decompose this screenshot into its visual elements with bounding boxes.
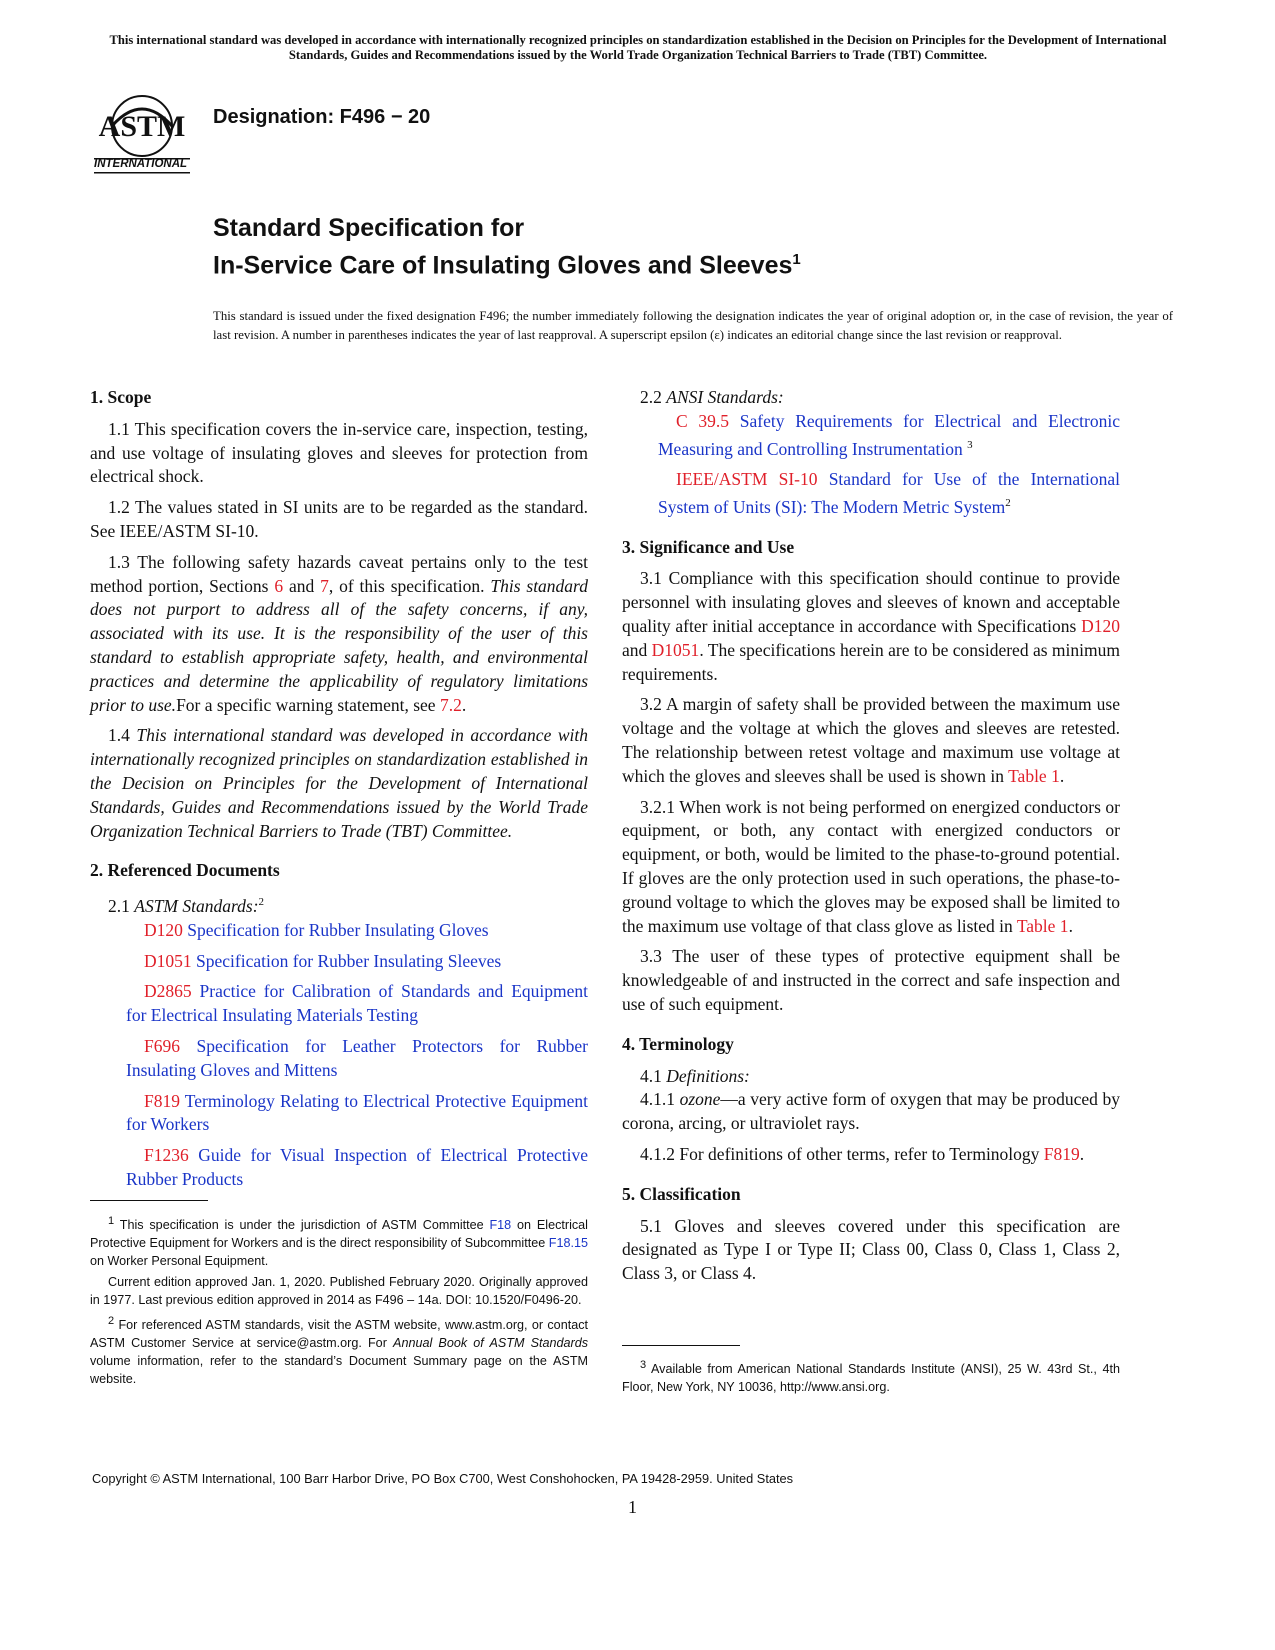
ref-item[interactable]: D2865 Practice for Calibration of Standards and Equipment for Electrical Insulating Materials Testing (126, 981, 588, 1026)
ref-item[interactable]: D120 Specification for Rubber Insulating Gloves (144, 919, 489, 940)
astm-logo (90, 90, 198, 180)
para-1-1: 1.1 This specification covers the in-service care, inspection, testing, and use voltage of insulating gloves and sleeves for protection from electrical shock. (90, 418, 588, 487)
link-d1051[interactable]: D1051 (651, 639, 700, 660)
issuance-note: This standard is issued under the fixed designation F496; the number immediately following the designation indicates the year of original adoption or, in the case of revision, the year of last revision. A number in parentheses indicates the year of last reapproval. A superscript epsilon (ε) indicates an editorial change since the last revision or reapproval. (213, 309, 1173, 342)
left-column (90, 386, 588, 1199)
para-2-2: 2.2 ANSI Standards: (640, 387, 784, 407)
link-f18-15[interactable]: F18.15 (548, 1236, 588, 1251)
link-section-6[interactable]: 6 (274, 575, 284, 596)
para-3-2: 3.2 A margin of safety shall be provided between the maximum use voltage and the voltage at which the gloves and sleeves are retested. The relationship between retest voltage and maximum use voltage at which the gloves and sleeves shall be used is shown in Table 1. (622, 694, 1120, 786)
ref-item[interactable]: F696 Specification for Leather Protectors for Rubber Insulating Gloves and Mittens (126, 1035, 588, 1080)
svg-text:ASTM: ASTM (98, 110, 186, 143)
title-line-2: In-Service Care of Insulating Gloves and Sleeves$^1$ (213, 251, 801, 280)
footnote-rule-right (622, 1345, 740, 1346)
link-table-1[interactable]: Table 1 (1008, 765, 1060, 786)
para-3-1: 3.1 Compliance with this specification should continue to provide personnel with insulating gloves and sleeves of known and acceptable quality after initial acceptance in accordance with Specifications D120 and D1051. The specifications herein are to be considered as minimum requirements. (622, 568, 1120, 684)
footnote-1-edition: Current edition approved Jan. 1, 2020. Published February 2020. Originally approved in 1977. Last previous edition approved in 2014 as F496 – 14a. DOI: 10.1520/F0496-20. (90, 1275, 588, 1308)
para-1-4: 1.4 This international standard was developed in accordance with internationally recognized principles on standardization established in the Decision on Principles for the Development of International Standards, Guides and Recommendations issued by the World Trade Organization Technical Barriers to Trade (TBT) Committee. (90, 725, 589, 841)
para-3-3: 3.3 The user of these types of protective equipment shall be knowledgeable of and instructed in the correct and safe inspection and use of such equipment. (622, 946, 1120, 1014)
link-section-7[interactable]: 7 (320, 575, 329, 596)
ref-item[interactable]: IEEE/ASTM SI-10 Standard for Use of the International System of Units (SI): The Modern Metric System$^2$ (658, 469, 1120, 517)
para-4-1: 4.1 Definitions: (640, 1065, 750, 1086)
section-1-heading: 1. Scope (90, 387, 152, 407)
section-5-heading: 5. Classification (622, 1183, 741, 1204)
footnotes-left (90, 1212, 588, 1391)
footnotes-right (622, 1356, 1120, 1399)
section-4-heading: 4. Terminology (622, 1033, 734, 1054)
para-4-1-2: 4.1.2 For definitions of other terms, refer to Terminology F819. (640, 1143, 1085, 1164)
top-notice: This international standard was developed in accordance with internationally recognized principles on standardization established in the Decision on Principles for the Development of International Standards, Guides and Recommendations issued by the World Trade Organization Technical Barriers to Trade (TBT) Committee. (109, 33, 1167, 62)
para-3-2-1: 3.2.1 When work is not being performed on energized conductors or equipment, or both, any contact with energized conductors or equipment, or both, would be limited to the phase-to-ground potential. If gloves are the only protection used in such operations, the phase-to-ground voltage to which the gloves may be exposed shall be limited to the maximum use voltage of that class glove as listed in Table 1. (622, 796, 1120, 936)
ref-item[interactable]: F1236 Guide for Visual Inspection of Electrical Protective Rubber Products (126, 1145, 588, 1189)
right-column (622, 386, 1120, 1293)
para-2-1: 2.1 ASTM Standards:$^2$ (108, 895, 265, 916)
footnote-rule-left (90, 1200, 208, 1201)
link-table-1[interactable]: Table 1 (1016, 915, 1069, 936)
para-1-2: 1.2 The values stated in SI units are to be regarded as the standard. See IEEE/ASTM SI-10. (90, 497, 588, 541)
link-d120[interactable]: D120 (1081, 616, 1120, 637)
astm-reference-list (90, 919, 588, 1192)
document-title (213, 212, 801, 281)
copyright-line: Copyright © ASTM International, 100 Barr Harbor Drive, PO Box C700, West Conshohocken, PA 19428-2959. United States (92, 1471, 794, 1486)
para-4-1-1: 4.1.1 ozone—a very active form of oxygen that may be produced by corona, arcing, or ultraviolet rays. (622, 1089, 1120, 1134)
ref-item[interactable]: F819 Terminology Relating to Electrical Protective Equipment for Workers (126, 1090, 588, 1135)
ref-item[interactable]: D1051 Specification for Rubber Insulating Sleeves (144, 950, 502, 971)
logo-text: INTERNATIONAL (94, 158, 188, 170)
para-1-3: 1.3 The following safety hazards caveat pertains only to the test method portion, Sections 6 and 7, of this specification. This standard does not purport to address all of the safety concerns, if any, associated with its use. It is the responsibility of the user of this standard to establish appropriate safety, health, and environmental practices and determine the applicability of regulatory limitations prior to use.For a specific warning statement, see 7.2. (90, 551, 588, 715)
page-number: 1 (628, 1497, 637, 1517)
title-line-1: Standard Specification for (213, 214, 525, 242)
section-2-heading: 2. Referenced Documents (90, 860, 280, 881)
footnote-1: $^1$ This specification is under the jurisdiction of ASTM Committee F18 on Electrical Protective Equipment for Workers and is the direct responsibility of Subcommittee F18.15 on Worker Personal Equipment. (90, 1215, 588, 1269)
link-f18[interactable]: F18 (489, 1218, 512, 1233)
ansi-reference-list (622, 410, 1120, 520)
ref-item[interactable]: C 39.5 Safety Requirements for Electrical and Electronic Measuring and Controlling Instrumentation $^3$ (658, 410, 1120, 459)
footnote-3: $^3$ Available from American National Standards Institute (ANSI), 25 W. 43rd St., 4th Floor, New York, NY 10036, http://www.ansi.org. (622, 1359, 1120, 1395)
link-section-7-2[interactable]: 7.2 (439, 694, 462, 715)
link-f819[interactable]: F819 (1043, 1143, 1080, 1164)
designation: Designation: F496 − 20 (213, 106, 431, 128)
para-5-1: 5.1 Gloves and sleeves covered under this specification are designated as Type I or Type II; Class 00, Class 0, Class 1, Class 2, Class 3, or Class 4. (622, 1215, 1120, 1284)
section-3-heading: 3. Significance and Use (622, 536, 795, 557)
footnote-2: $^2$ For referenced ASTM standards, visit the ASTM website, www.astm.org, or contact ASTM Customer Service at service@astm.org. For Annual Book of ASTM Standards volume information, refer to the standard’s Document Summary page on the ASTM website. (90, 1315, 589, 1387)
